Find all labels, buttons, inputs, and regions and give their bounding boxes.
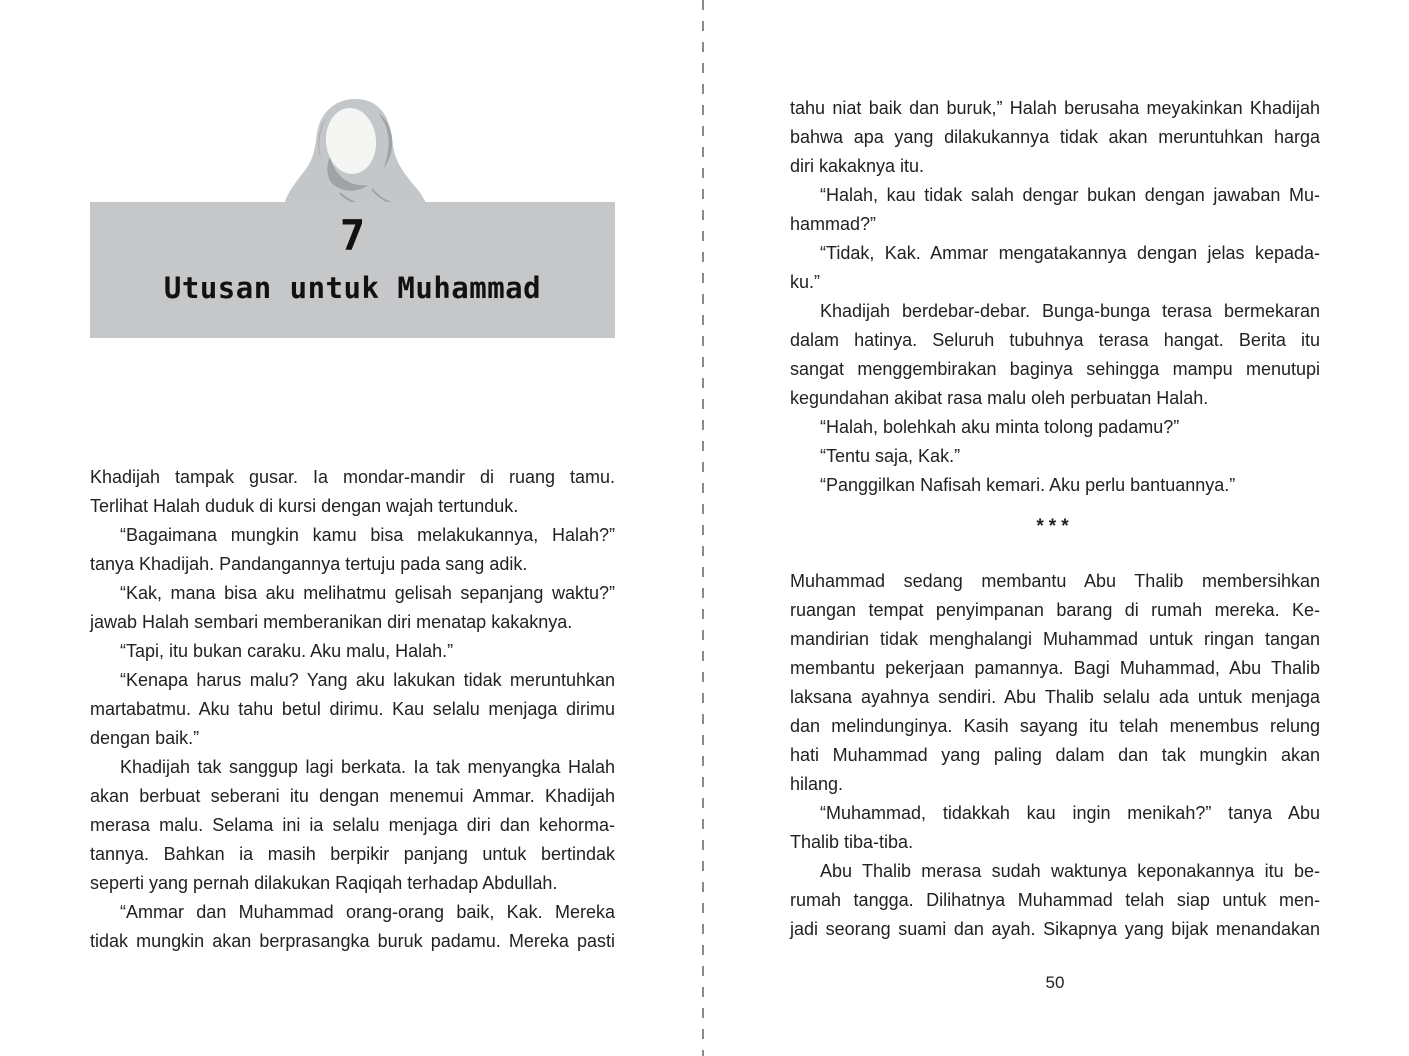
text-line: tanya Khadijah. Pandangannya tertuju pada sang adik. <box>90 554 528 574</box>
text-line: dalam hatinya. Seluruh tubuhnya terasa hangat. Berita itu <box>790 330 1320 350</box>
text-line: hammad?” <box>790 214 877 234</box>
text-line: sangat menggembirakan baginya sehingga mampu menutupi <box>790 359 1320 379</box>
paragraph <box>90 898 615 956</box>
right-page <box>790 0 1320 1056</box>
text-line: merasa malu. Selama ini ia selalu menjaga diri dan kehorma- <box>90 815 615 835</box>
paragraph <box>790 471 1320 500</box>
paragraph <box>790 857 1320 944</box>
paragraph <box>790 799 1320 857</box>
left-page <box>90 0 615 1056</box>
paragraph <box>90 753 615 898</box>
text-line: Thalib tiba-tiba. <box>790 832 914 852</box>
text-line: dengan baik.” <box>90 728 200 748</box>
text-line: rumah tangga. Dilihatnya Muhammad telah siap untuk men- <box>790 890 1320 910</box>
text-line: diri kakaknya itu. <box>790 156 925 176</box>
text-line: ruangan tempat penyimpanan barang di rumah mereka. Ke- <box>790 600 1320 620</box>
text-line: “Tidak, Kak. Ammar mengatakannya dengan jelas kepada- <box>820 243 1320 263</box>
chapter-banner <box>90 202 615 338</box>
text-line: membantu pekerjaan pamannya. Bagi Muhammad, Abu Thalib <box>790 658 1320 678</box>
text-line: tannya. Bahkan ia masih berpikir panjang untuk bertindak <box>90 844 615 864</box>
text-line: martabatmu. Aku tahu betul dirimu. Kau selalu menjaga dirimu <box>90 699 615 719</box>
text-line: “Ammar dan Muhammad orang-orang baik, Kak. Mereka <box>120 902 615 922</box>
text-line: jadi seorang suami dan ayah. Sikapnya yang bijak menandakan <box>790 919 1320 939</box>
text-line: Khadijah tak sanggup lagi berkata. Ia tak menyangka Halah <box>120 757 615 777</box>
paragraph <box>790 94 1320 181</box>
text-line: mandirian tidak menghalangi Muhammad untuk ringan tangan <box>790 629 1320 649</box>
page-divider-dashed-line <box>702 0 704 1056</box>
text-line: “Halah, kau tidak salah dengar bukan dengan jawaban Mu- <box>820 185 1320 205</box>
text-line: “Muhammad, tidakkah kau ingin menikah?” tanya Abu <box>820 803 1320 823</box>
text-line: “Kak, mana bisa aku melihatmu gelisah sepanjang waktu?” <box>120 583 615 603</box>
page-number: 50 <box>1045 973 1065 992</box>
text-line: jawab Halah sembari memberanikan diri menatap kakaknya. <box>90 612 573 632</box>
paragraph <box>790 181 1320 239</box>
text-line: Terlihat Halah duduk di kursi dengan wajah tertunduk. <box>90 496 519 516</box>
text-line: laksana ayahnya sendiri. Abu Thalib selalu ada untuk menjaga <box>790 687 1320 707</box>
text-line: tidak mungkin akan berprasangka buruk padamu. Mereka pasti <box>90 931 615 951</box>
text-line: dan melindunginya. Kasih sayang itu telah menembus relung <box>790 716 1320 736</box>
text-line: “Halah, bolehkah aku minta tolong padamu?” <box>820 417 1180 437</box>
text-line: Khadijah berdebar-debar. Bunga-bunga terasa bermekaran <box>820 301 1320 321</box>
text-line: bahwa apa yang dilakukannya tidak akan meruntuhkan harga <box>790 127 1320 147</box>
text-line: Khadijah tampak gusar. Ia mondar-mandir di ruang tamu. <box>90 467 615 487</box>
text-line: seperti yang pernah dilakukan Raqiqah terhadap Abdullah. <box>90 873 558 893</box>
text-line: Muhammad sedang membantu Abu Thalib membersihkan <box>790 571 1320 591</box>
left-page-body-text <box>90 463 615 956</box>
text-line: “Tentu saja, Kak.” <box>820 446 961 466</box>
text-line: hati Muhammad yang paling dalam dan tak mungkin akan <box>790 745 1320 765</box>
text-line: “Bagaimana mungkin kamu bisa melakukannya, Halah?” <box>120 525 615 545</box>
paragraph <box>790 442 1320 471</box>
paragraph <box>90 666 615 753</box>
chapter-title: Utusan untuk Muhammad <box>163 271 542 305</box>
right-page-body-text <box>790 94 1320 944</box>
paragraph <box>90 521 615 579</box>
text-line: akan berbuat seberani itu dengan menemui Ammar. Khadijah <box>90 786 615 806</box>
text-line: “Panggilkan Nafisah kemari. Aku perlu bantuannya.” <box>820 475 1236 495</box>
paragraph <box>790 297 1320 413</box>
section-separator: *** <box>1036 516 1074 537</box>
text-line: tahu niat baik dan buruk,” Halah berusaha meyakinkan Khadijah <box>790 98 1320 118</box>
chapter-number: 7 <box>339 211 366 260</box>
paragraph <box>790 239 1320 297</box>
paragraph <box>790 567 1320 799</box>
text-line: hilang. <box>790 774 844 794</box>
paragraph <box>90 579 615 637</box>
paragraph <box>790 413 1320 442</box>
text-line: ku.” <box>790 272 821 292</box>
paragraph <box>90 637 615 666</box>
text-line: kegundahan akibat rasa malu oleh perbuatan Halah. <box>790 388 1209 408</box>
text-line: Abu Thalib merasa sudah waktunya keponakannya itu be- <box>820 861 1320 881</box>
text-line: “Tapi, itu bukan caraku. Aku malu, Halah.” <box>120 641 454 661</box>
paragraph <box>90 463 615 521</box>
text-line: “Kenapa harus malu? Yang aku lakukan tidak meruntuhkan <box>120 670 615 690</box>
